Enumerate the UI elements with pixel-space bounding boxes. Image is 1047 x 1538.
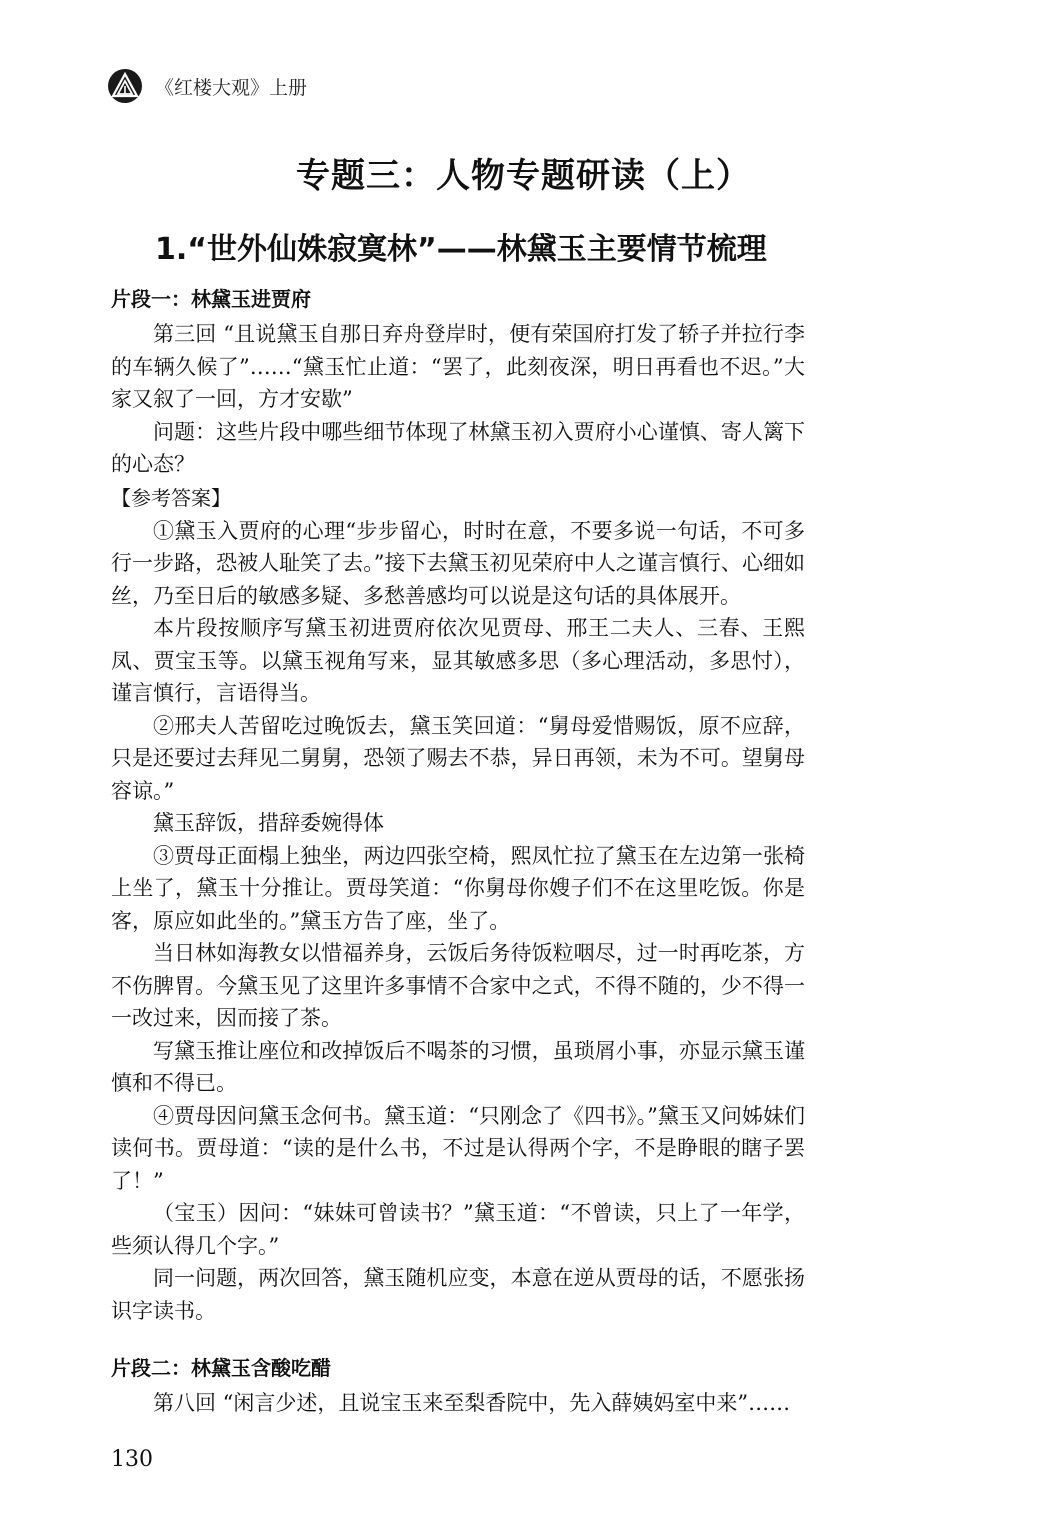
- segment-quote: 第三回 “且说黛玉自那日弃舟登岸时，便有荣国府打发了轿子并拉行李的车辆久候了”……“黛玉忙止道：“罢了，此刻夜深，明日再看也不迟。”大家又叙了一回，方才安歇”: [111, 322, 805, 411]
- segment-heading: 片段二：林黛玉含酸吃醋: [111, 1356, 331, 1380]
- paragraph: 当日林如海教女以惜福养身，云饭后务待饭粒咽尽，过一时再吃茶，方不伤脾胃。今黛玉见了这里许多事情不合家中之式，不得不随的，少不得一一改过来，因而接了茶。: [111, 941, 805, 1030]
- book-title: 《红楼大观》上册: [155, 76, 308, 99]
- page-header: [107, 68, 307, 104]
- paragraph: ②邢夫人苦留吃过晚饭去，黛玉笑回道：“舅母爱惜赐饭，原不应辞，只是还要过去拜见二舅舅，恐领了赐去不恭，异日再领，未为不可。望舅母容谅。”: [111, 713, 805, 803]
- paragraph: （宝玉）因问：“妹妹可曾读书？”黛玉道：“不曾读，只上了一年学，些须认得几个字。”: [111, 1201, 805, 1258]
- page-number: 130: [111, 1447, 153, 1472]
- triangle-logo-icon: [107, 68, 143, 104]
- paragraph: 黛玉辞饭，措辞委婉得体: [153, 811, 384, 835]
- segment-heading: 片段一：林黛玉进贾府: [111, 287, 311, 311]
- question: 问题：这些片段中哪些细节体现了林黛玉初入贾府小心谨慎、寄人篱下的心态？: [111, 419, 805, 476]
- paragraph: 同一问题，两次回答，黛玉随机应变，本意在逆从贾母的话，不愿张扬识字读书。: [111, 1266, 805, 1323]
- paragraph: ④贾母因问黛玉念何书。黛玉道：“只刚念了《四书》。”黛玉又问姊妹们读何书。贾母道：“读的是什么书，不过是认得两个字，不是睁眼的瞎子罢了！”: [111, 1103, 805, 1193]
- body-text: [111, 280, 805, 1420]
- answer-label: 【参考答案】: [111, 485, 231, 510]
- paragraph: ③贾母正面榻上独坐，两边四张空椅，熙凤忙拉了黛玉在左边第一张椅上坐了，黛玉十分推让。贾母笑道：“你舅母你嫂子们不在这里吃饭。你是客，原应如此坐的。”黛玉方告了座，坐了。: [111, 843, 805, 933]
- paragraph: 写黛玉推让座位和改掉饭后不喝茶的习惯，虽琐屑小事，亦显示黛玉谨慎和不得已。: [111, 1038, 805, 1095]
- segment-quote: 第八回 “闲言少述，且说宝玉来至梨香院中，先入薛姨妈室中来”……: [153, 1391, 791, 1415]
- section-title: 1.“世外仙姝寂寞林”——林黛玉主要情节梳理: [155, 232, 767, 267]
- paragraph: 本片段按顺序写黛玉初进贾府依次见贾母、邢王二夫人、三春、王熙凤、贾宝玉等。以黛玉视角写来，显其敏感多思（多心理活动，多思忖），谨言慎行，言语得当。: [111, 616, 805, 705]
- paragraph: ①黛玉入贾府的心理“步步留心，时时在意，不要多说一句话，不可多行一步路，恐被人耻笑了去。”接下去黛玉初见荣府中人之谨言慎行、心细如丝，乃至日后的敏感多疑、多愁善感均可以说是这句话的具体展开。: [111, 518, 805, 608]
- chapter-title: 专题三：人物专题研读（上）: [296, 156, 751, 196]
